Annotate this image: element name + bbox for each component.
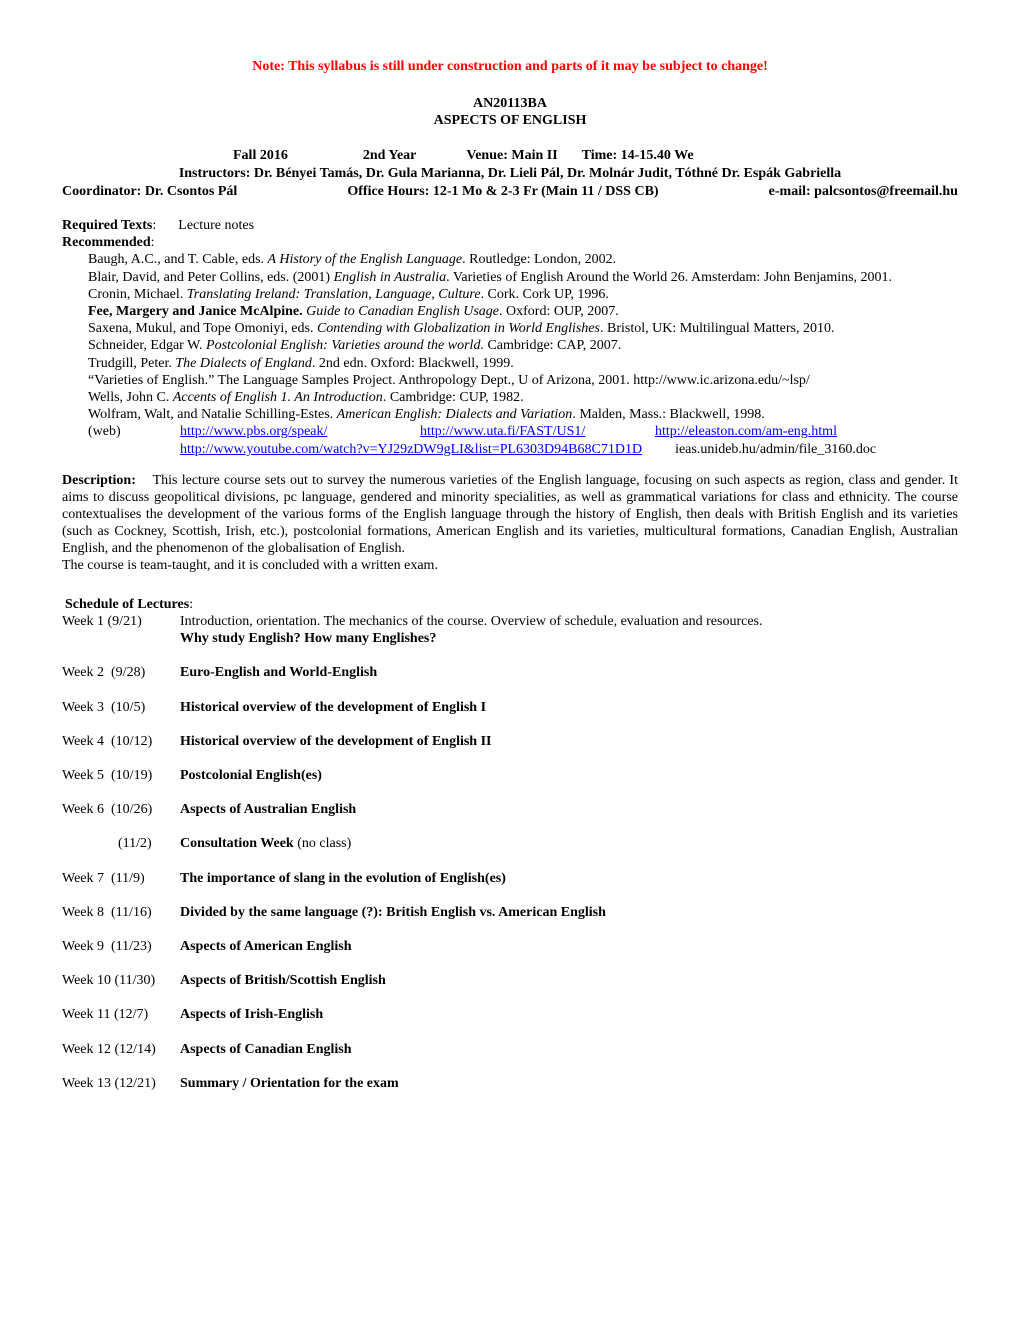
week-title: Aspects of British/Scottish English bbox=[180, 973, 386, 989]
week-row bbox=[62, 938, 958, 955]
recommended-label: Recommended: bbox=[62, 235, 155, 251]
course-code: AN20113BA bbox=[473, 96, 547, 111]
week-row bbox=[62, 699, 958, 716]
week-title: Historical overview of the development of English II bbox=[180, 733, 492, 749]
week-label: Week 12 (12/14) bbox=[62, 1041, 156, 1057]
week-row bbox=[62, 733, 958, 750]
week-row bbox=[62, 767, 958, 784]
description-paragraph: Description: This lecture course sets out to survey the numerous varieties of the English language, focusing on such aspects as region, class and gender. It aims to discuss geopolitical divisions, pc language, gendered and minority specialities, as well as grammatical variations for class and ethnicity. The course contextualises the development of the various forms of the English language through the history of English, then deals with British English and its varieties (such as Cockney, Scottish, Irish, etc.), postcolonial formations, American English and its varieties, multicultural formations, Canadian English, Australian English, and the phenomenon of the globalisation of English. bbox=[62, 472, 958, 556]
week-title: The importance of slang in the evolution of English(es) bbox=[180, 870, 506, 886]
web-label: (web) bbox=[88, 424, 121, 440]
week-row bbox=[62, 613, 958, 630]
pbs-speak-link[interactable]: http://www.pbs.org/speak/ bbox=[180, 424, 328, 440]
week-label: Week 6 (10/26) bbox=[62, 802, 153, 818]
week-title: Euro-English and World-English bbox=[180, 665, 378, 681]
required-texts-value: Lecture notes bbox=[178, 218, 255, 233]
week-title: Aspects of American English bbox=[180, 939, 352, 955]
required-texts-label: Required Texts: bbox=[62, 218, 157, 233]
week-title: Postcolonial English(es) bbox=[180, 768, 322, 784]
week-label: Week 4 (10/12) bbox=[62, 733, 153, 749]
week-title: Aspects of Irish-English bbox=[180, 1007, 324, 1023]
week-label: Week 7 (11/9) bbox=[62, 870, 145, 886]
bibliography-entry: Trudgill, Peter. The Dialects of England. 2nd edn. Oxford: Blackwell, 1999. bbox=[88, 355, 514, 371]
week-title: Summary / Orientation for the exam bbox=[180, 1075, 399, 1091]
coordinator: Coordinator: Dr. Csontos Pál bbox=[62, 184, 238, 199]
bibliography-entry: Wolfram, Walt, and Natalie Schilling-Estes. American English: Dialects and Variation. Malden, Mass.: Blackwell, 1998. bbox=[88, 407, 765, 423]
week-row bbox=[62, 870, 958, 887]
bibliography-entry: Cronin, Michael. Translating Ireland: Translation, Language, Culture. Cork. Cork UP, 1996. bbox=[88, 286, 609, 302]
uta-fast-link[interactable]: http://www.uta.fi/FAST/US1/ bbox=[420, 424, 586, 440]
description-closing: The course is team-taught, and it is concluded with a written exam. bbox=[62, 557, 438, 573]
week-title: Introduction, orientation. The mechanics of the course. Overview of schedule, evaluation and resources. bbox=[180, 614, 763, 630]
bibliography-entry: “Varieties of English.” The Language Samples Project. Anthropology Dept., U of Arizona, 2001. http://www.ic.arizona.edu/~lsp/ bbox=[88, 372, 810, 388]
week-row bbox=[62, 801, 958, 818]
week-label: Week 9 (11/23) bbox=[62, 939, 152, 955]
course-title-block bbox=[62, 95, 958, 129]
bibliography-entry: Saxena, Mukul, and Tope Omoniyi, eds. Contending with Globalization in World Englishes. Bristol, UK: Multilingual Matters, 2010. bbox=[88, 321, 835, 337]
week-label bbox=[62, 630, 180, 647]
meta-line-term bbox=[233, 147, 958, 165]
week-row bbox=[62, 1041, 958, 1058]
week-label: Week 8 (11/16) bbox=[62, 904, 152, 920]
ieas-doc-reference: ieas.unideb.hu/admin/file_3160.doc bbox=[675, 441, 877, 457]
email: e-mail: palcsontos@freemail.hu bbox=[768, 184, 958, 199]
eleaston-link[interactable]: http://eleaston.com/am-eng.html bbox=[655, 424, 837, 440]
youtube-playlist-link[interactable]: http://www.youtube.com/watch?v=YJ29zDW9gLI&list=PL6303D94B68C71D1D bbox=[180, 441, 643, 457]
bibliography-entry: Schneider, Edgar W. Postcolonial English: Varieties around the world. Cambridge: CAP, 2007. bbox=[88, 338, 622, 354]
week-title: Aspects of Australian English bbox=[180, 802, 357, 818]
required-texts-line bbox=[62, 217, 958, 234]
week-label: Week 5 (10/19) bbox=[62, 768, 153, 784]
week-label: Week 2 (9/28) bbox=[62, 665, 146, 681]
description-section bbox=[62, 472, 958, 574]
construction-note: Note: This syllabus is still under construction and parts of it may be subject to change! bbox=[252, 59, 768, 74]
bibliography-entry: Fee, Margery and Janice McAlpine. Guide to Canadian English Usage. Oxford: OUP, 2007. bbox=[88, 304, 619, 320]
schedule-heading: Schedule of Lectures: bbox=[65, 596, 194, 612]
term: Fall 2016 bbox=[233, 148, 288, 163]
week-title: Consultation Week (no class) bbox=[180, 836, 352, 852]
week-label: Week 10 (11/30) bbox=[62, 973, 156, 989]
texts-section bbox=[62, 217, 958, 458]
week-row bbox=[62, 1075, 958, 1092]
course-title: ASPECTS OF ENGLISH bbox=[433, 113, 587, 128]
week-row bbox=[62, 972, 958, 989]
week-title: Historical overview of the development of English I bbox=[180, 699, 487, 715]
year-level: 2nd Year bbox=[362, 148, 417, 163]
schedule-section bbox=[62, 596, 958, 1092]
office-hours: Office Hours: 12-1 Mo & 2-3 Fr (Main 11 / DSS CB) bbox=[347, 184, 659, 199]
web-links-row-2 bbox=[88, 441, 958, 458]
web-links-row-1 bbox=[88, 423, 958, 440]
week-label: Week 13 (12/21) bbox=[62, 1075, 156, 1091]
week-label: (11/2) bbox=[62, 836, 152, 852]
bibliography-entry: Blair, David, and Peter Collins, eds. (2001) English in Australia. Varieties of English Around the World 26. Amsterdam: John Benjamins, 2001. bbox=[88, 269, 893, 285]
week-row bbox=[62, 630, 958, 647]
week-row bbox=[62, 904, 958, 921]
week-row bbox=[62, 1006, 958, 1023]
bibliography-entry: Wells, John C. Accents of English 1. An Introduction. Cambridge: CUP, 1982. bbox=[88, 390, 524, 406]
time: Time: 14-15.40 We bbox=[581, 148, 694, 163]
week-title: Divided by the same language (?): British English vs. American English bbox=[180, 904, 606, 920]
instructors-line: Instructors: Dr. Bényei Tamás, Dr. Gula Marianna, Dr. Lieli Pál, Dr. Molnár Judit, Tóthné Dr. Espák Gabriella bbox=[178, 166, 842, 181]
week-label: Week 11 (12/7) bbox=[62, 1007, 149, 1023]
venue: Venue: Main II bbox=[466, 148, 558, 163]
week-label: Week 3 (10/5) bbox=[62, 699, 146, 715]
course-meta bbox=[62, 147, 958, 201]
week-row-consultation bbox=[62, 835, 958, 852]
coordinator-line bbox=[62, 183, 958, 201]
week-label: Week 1 (9/21) bbox=[62, 614, 142, 630]
week-title: Aspects of Canadian English bbox=[180, 1041, 352, 1057]
week-title: Why study English? How many Englishes? bbox=[180, 631, 437, 647]
bibliography-entry: Baugh, A.C., and T. Cable, eds. A History of the English Language. Routledge: London, 2002. bbox=[88, 252, 617, 268]
week-row bbox=[62, 664, 958, 681]
